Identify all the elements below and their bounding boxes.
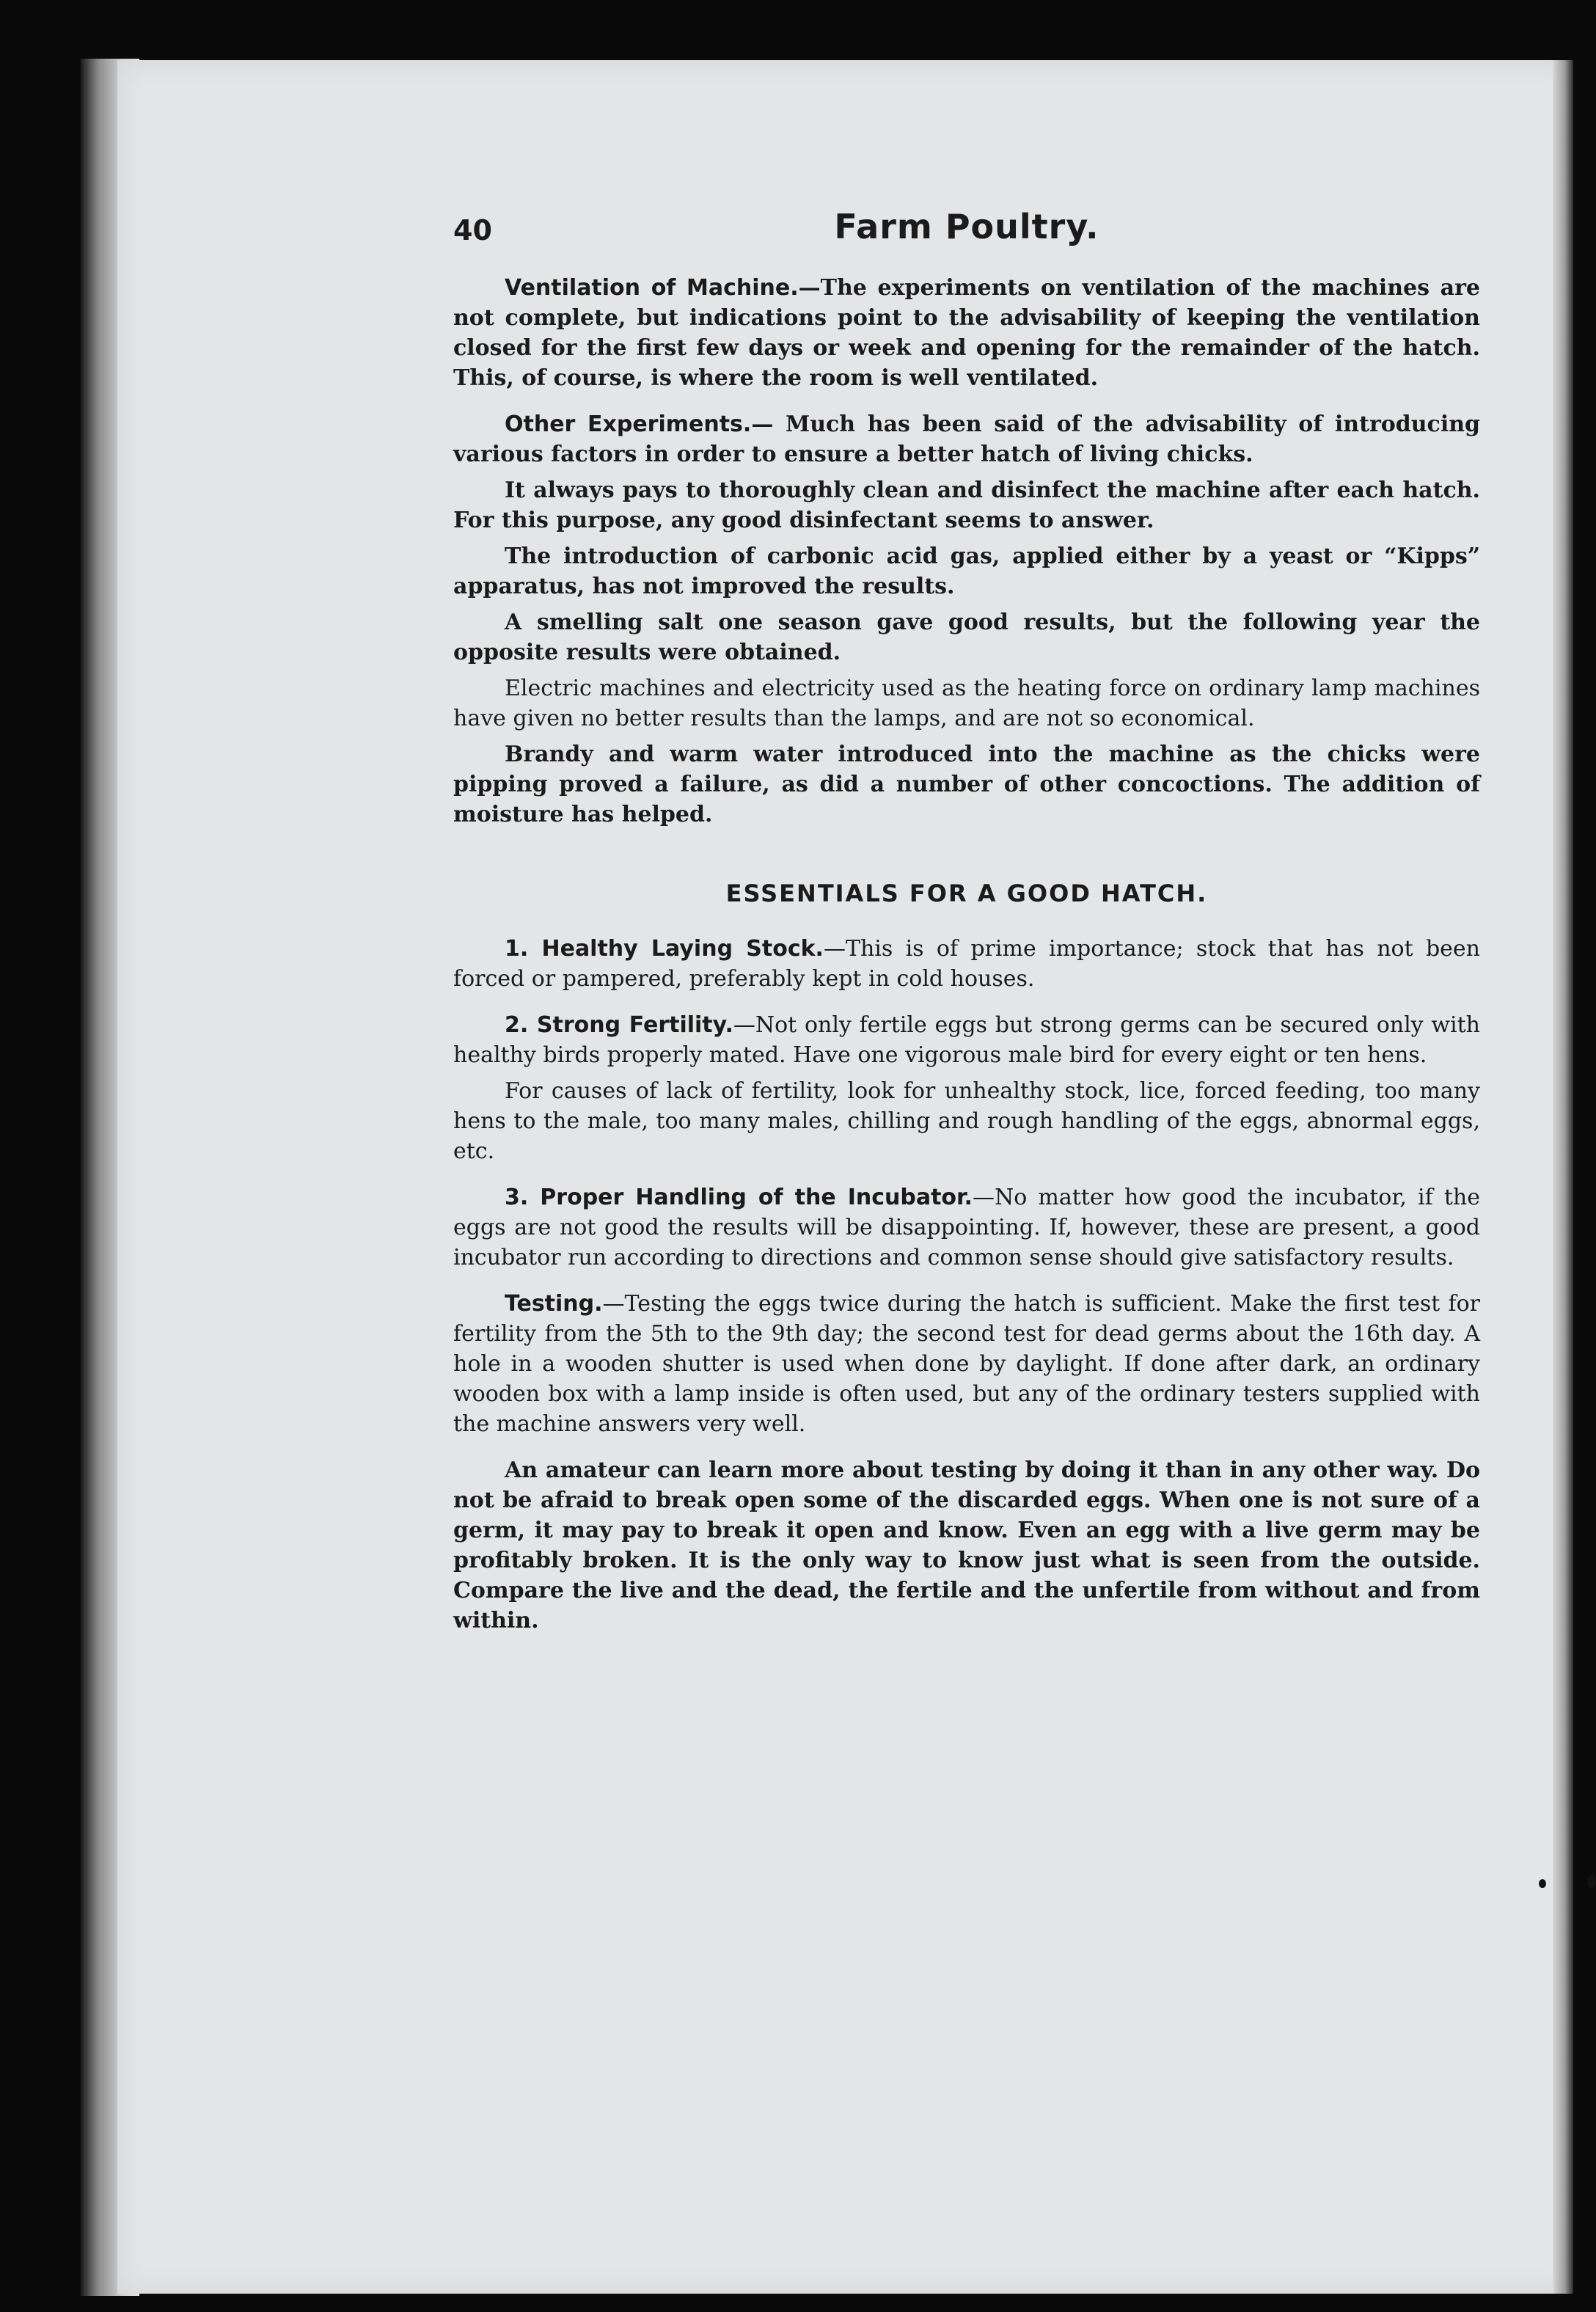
paragraph-amateur: An amateur can learn more about testing by doing it than in any other way. Do not be afraid to break open some of the discarded eggs. When one is not sure of a germ, it may pay to break it open and know. Even an egg with a live germ may be profitably broken. It is the only way to know just what is seen from the outside. Compare the live and the dead, the fertile and the unfertile from without and from within. [453, 1457, 1480, 1634]
list-item-incubator [453, 1182, 1480, 1273]
paragraph-clean-disinfect: It always pays to thoroughly clean and disinfect the machine after each hatch. For this purpose, any good disinfectant seems to answer. [453, 478, 1480, 533]
page-number: 40 [453, 214, 492, 246]
paragraph-ventilation [453, 273, 1480, 393]
page-edge [1553, 60, 1573, 2294]
paragraph-brandy: Brandy and warm water introduced into the machine as the chicks were pipping proved a failure, as did a number of other concoctions. The addition of moisture has helped. [453, 742, 1480, 827]
paragraph-testing [453, 1289, 1480, 1439]
list-item-text: —This is of prime importance; stock that has not been forced or pampered, preferably kept in cold houses. [453, 936, 1480, 992]
paragraph-electric-machines: Electric machines and electricity used as the heating force on ordinary lamp machines have given no better results than the lamps, and are not so economical. [453, 676, 1480, 731]
list-item-healthy-stock [453, 934, 1480, 994]
scan-speck [1539, 1879, 1546, 1888]
paragraph-text: —Testing the eggs twice during the hatch is sufficient. Make the first test for fertility from the 5th to the 9th day; the second test for dead germs about the 16th day. A hole in a wooden shutter is used when done by daylight. If done after dark, an ordinary wooden box with a lamp inside is often used, but any of the ordinary testers supplied with the machine answers very well. [453, 1291, 1480, 1437]
list-item-lead: 1. Healthy Laying Stock. [505, 936, 824, 962]
running-title: Farm Poultry. [834, 207, 1099, 246]
paragraph-smelling-salt: A smelling salt one season gave good results, but the following year the opposite results were obtained. [453, 610, 1480, 665]
list-item-lead: 2. Strong Fertility. [505, 1012, 733, 1038]
list-item-strong-fertility [453, 1010, 1480, 1070]
page-content [453, 207, 1480, 1649]
scan-speck [1587, 1875, 1596, 1888]
book-page [117, 60, 1573, 2294]
paragraph-text: —The experiments on ventilation of the machines are not complete, but indications point to the advisability of keeping the ventilation closed for the first few days or week and opening for the remainder of the hatch. This, of course, is where the room is well ventilated. [453, 275, 1480, 391]
page-header [453, 207, 1480, 258]
list-item-text: —Not only fertile eggs but strong germs can be secured only with healthy birds properly mated. Have one vigorous male bird for every eight or ten hens. [453, 1012, 1480, 1068]
paragraph-carbonic-acid: The introduction of carbonic acid gas, applied either by a yeast or “Kipps” apparatus, has not improved the results. [453, 544, 1480, 599]
list-item-text: —No matter how good the incubator, if the eggs are not good the results will be disappointing. If, however, these are present, a good incubator run according to directions and common sense should give satisfactory results. [453, 1185, 1481, 1270]
paragraph-lead: Ventilation of Machine. [505, 275, 799, 301]
paragraph-fertility-causes: For causes of lack of fertility, look for unhealthy stock, lice, forced feeding, too many hens to the male, too many males, chilling and rough handling of the eggs, abnormal eggs, etc. [453, 1078, 1480, 1164]
list-item-lead: 3. Proper Handling of the Incubator. [505, 1185, 973, 1210]
paragraph-lead: Other Experiments. [505, 411, 752, 437]
paragraph-text: — Much has been said of the advisability of introducing various factors in order to ensure a better hatch of living chicks. [453, 411, 1480, 467]
paragraph-other-experiments [453, 409, 1480, 469]
paragraph-lead: Testing. [505, 1291, 603, 1317]
section-heading: ESSENTIALS FOR A GOOD HATCH. [725, 879, 1208, 907]
